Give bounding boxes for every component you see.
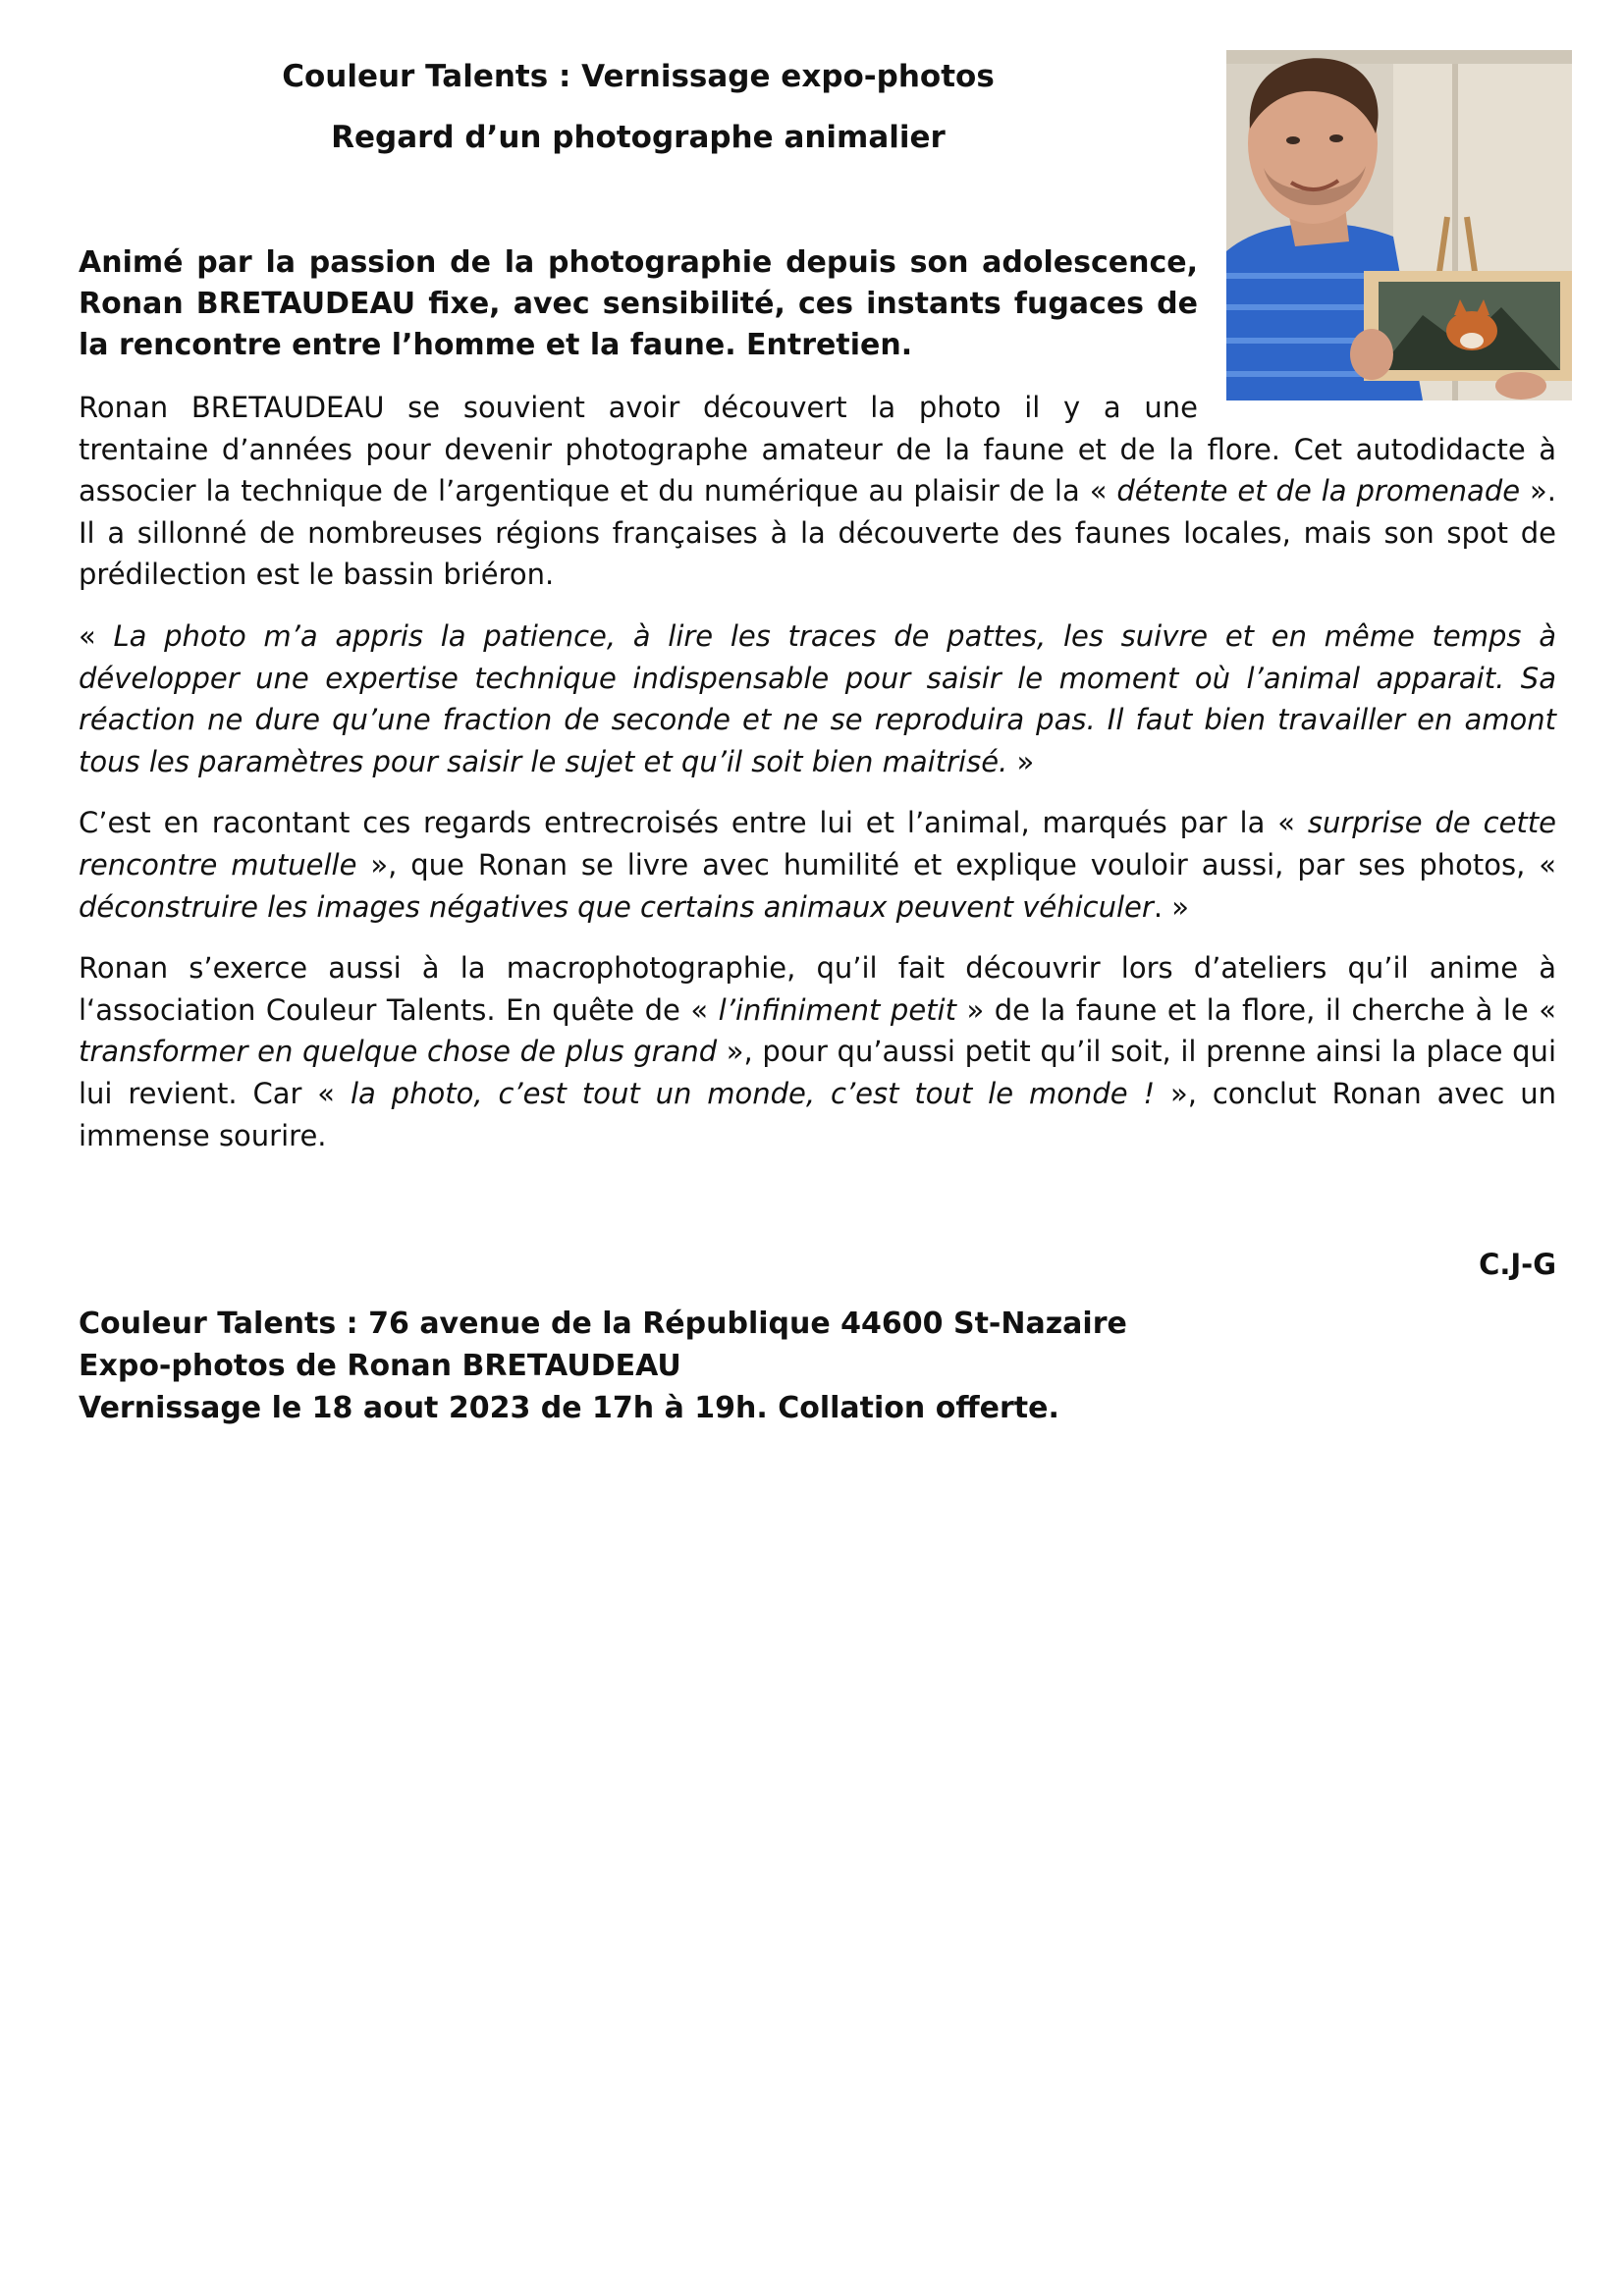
- paragraph-3-text-b: », que Ronan se livre avec humilité et explique vouloir aussi, par ses photos, «: [356, 847, 1556, 881]
- article-body: [79, 387, 1556, 1176]
- paragraph-4-text-a: Ronan s’exerce aussi à la macrophotographie, qu’il fait découvrir lors d’ateliers qu’il anime à l‘association Couleur Talents. En quête de «: [79, 951, 1556, 1027]
- paragraph-3-text-a: C’est en racontant ces regards entrecroisés entre lui et l’animal, marqués par la «: [79, 806, 1308, 840]
- quote-open: «: [79, 618, 114, 653]
- paragraph-1-text-a: trentaine d’années pour devenir photographe amateur de la faune et de la flore. Cet autodidacte à associer la technique de l’argentique et du numérique au plaisir de la «: [79, 432, 1556, 508]
- quote-close: »: [1007, 744, 1035, 778]
- paragraph-3-italic-2: déconstruire les images négatives que certains animaux peuvent véhiculer: [79, 889, 1154, 924]
- paragraph-4-text-d: », conclut Ronan avec un immense sourire.: [79, 1076, 1556, 1152]
- photographer-portrait-image: [1226, 50, 1572, 400]
- paragraph-4-text-b: » de la faune et la flore, il cherche à le «: [955, 992, 1557, 1027]
- lead-paragraph: Animé par la passion de la photographie depuis son adolescence, Ronan BRETAUDEAU fixe, avec sensibilité, ces instants fugaces de la rencontre entre l’homme et la faune. Entretien.: [79, 245, 1198, 362]
- paragraph-3-text-c: . »: [1153, 889, 1190, 924]
- footer-opening-date: Vernissage le 18 aout 2023 de 17h à 19h. Collation offerte.: [79, 1391, 1059, 1425]
- paragraph-1: [79, 429, 1556, 596]
- paragraph-4-italic-1: l’infiniment petit: [718, 992, 956, 1027]
- author-signature: C.J-G: [1479, 1248, 1556, 1281]
- paragraph-4-italic-2: transformer en quelque chose de plus grand: [79, 1035, 718, 1069]
- title-line-2: Regard d’un photographe animalier: [331, 120, 946, 155]
- paragraph-3-italic-1: surprise de cette rencontre mutuelle: [79, 806, 1556, 881]
- event-info-footer: [79, 1303, 1556, 1429]
- paragraph-4-italic-3: la photo, c’est tout un monde, c’est tout le monde !: [350, 1076, 1156, 1110]
- paragraph-1-italic: détente et de la promenade: [1116, 474, 1521, 508]
- title-line-1: Couleur Talents : Vernissage expo-photos: [282, 59, 995, 94]
- quote-text: La photo m’a appris la patience, à lire les traces de pattes, les suivre et en même temps à développer une expertise technique indispensable pour saisir le moment où l’animal apparait. Sa réaction ne dure qu’une fraction de seconde et ne se reproduira pas. Il faut bien travailler en amont tous les paramètres pour saisir le sujet et qu’il soit bien maitrisé.: [79, 618, 1556, 778]
- paragraph-3: [79, 802, 1556, 928]
- footer-address: Couleur Talents : 76 avenue de la République 44600 St-Nazaire: [79, 1307, 1127, 1341]
- paragraph-4: [79, 947, 1556, 1156]
- paragraph-1-text-b: ». Il a sillonné de nombreuses régions françaises à la découverte des faunes locales, mais son spot de prédilection est le bassin briéron.: [79, 474, 1556, 592]
- footer-exhibition: Expo-photos de Ronan BRETAUDEAU: [79, 1349, 681, 1383]
- paragraph-2-quote: [79, 615, 1556, 782]
- paragraph-4-text-c: », pour qu’aussi petit qu’il soit, il prenne ainsi la place qui lui revient. Car «: [79, 1035, 1556, 1110]
- paragraph-1-first-line: Ronan BRETAUDEAU se souvient avoir découvert la photo il y a une: [79, 391, 1198, 424]
